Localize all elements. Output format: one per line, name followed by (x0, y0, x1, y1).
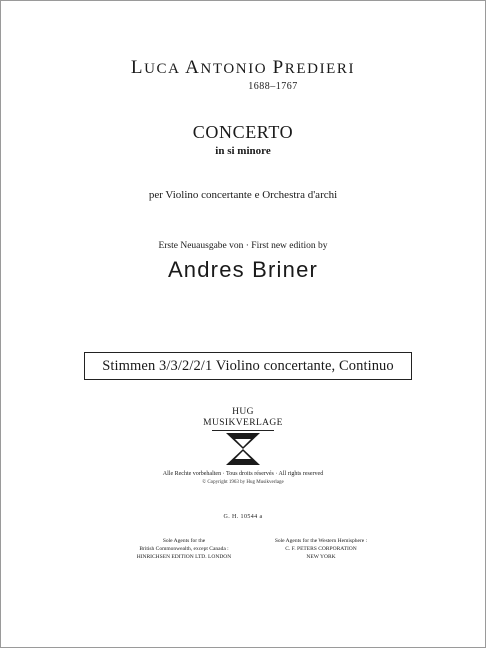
publisher-line2: MUSIKVERLAGE (203, 418, 283, 428)
plate-number: G. H. 10544 a (223, 514, 263, 520)
copyright-notice: © Copyright 1963 by Hug Musikverlage (202, 480, 284, 485)
parts-text: Stimmen 3/3/2/2/1 Violino concertante, Continuo (102, 357, 394, 374)
agents-left-line: British Commonwealth, except Canada : (139, 546, 229, 552)
publisher-block (1, 407, 485, 465)
agents-left-line: Sole Agents for the (162, 538, 206, 544)
rights-notice: Alle Rechte vorbehalten · Tous droits réservés · All rights reserved (162, 471, 324, 477)
composer-middle-rest: NTONIO (200, 61, 273, 77)
parts-box (84, 352, 412, 380)
agents-left-line: HINRICHSEN EDITION LTD. LONDON (136, 554, 232, 560)
work-title: CONCERTO (192, 122, 294, 142)
composer-initial-last: P (272, 57, 285, 78)
editor-name: Andres Briner (167, 257, 319, 282)
composer-last-rest: REDIERI (284, 61, 356, 77)
hug-musikverlage-logo-icon (226, 433, 260, 465)
agents-left (119, 537, 249, 561)
composer-initial-first: L (130, 57, 145, 78)
edition-line: Erste Neuausgabe von · First new edition by (158, 241, 328, 251)
composer-name (1, 57, 485, 79)
agents-right-line: C. F. PETERS CORPORATION (285, 546, 357, 552)
agents-right-line: Sole Agents for the Western Hemisphere : (274, 538, 368, 544)
work-scoring: per Violino concertante e Orchestra d'archi (148, 189, 338, 201)
publisher-rule (212, 430, 274, 431)
work-key: in si minore (215, 145, 271, 157)
publisher-line1: HUG (232, 407, 254, 417)
composer-initial-middle: A (185, 57, 201, 78)
agents-right-line: NEW YORK (306, 554, 336, 560)
agents-right (256, 537, 386, 561)
composer-first-rest: UCA (144, 61, 186, 77)
composer-dates: 1688–1767 (248, 81, 298, 92)
